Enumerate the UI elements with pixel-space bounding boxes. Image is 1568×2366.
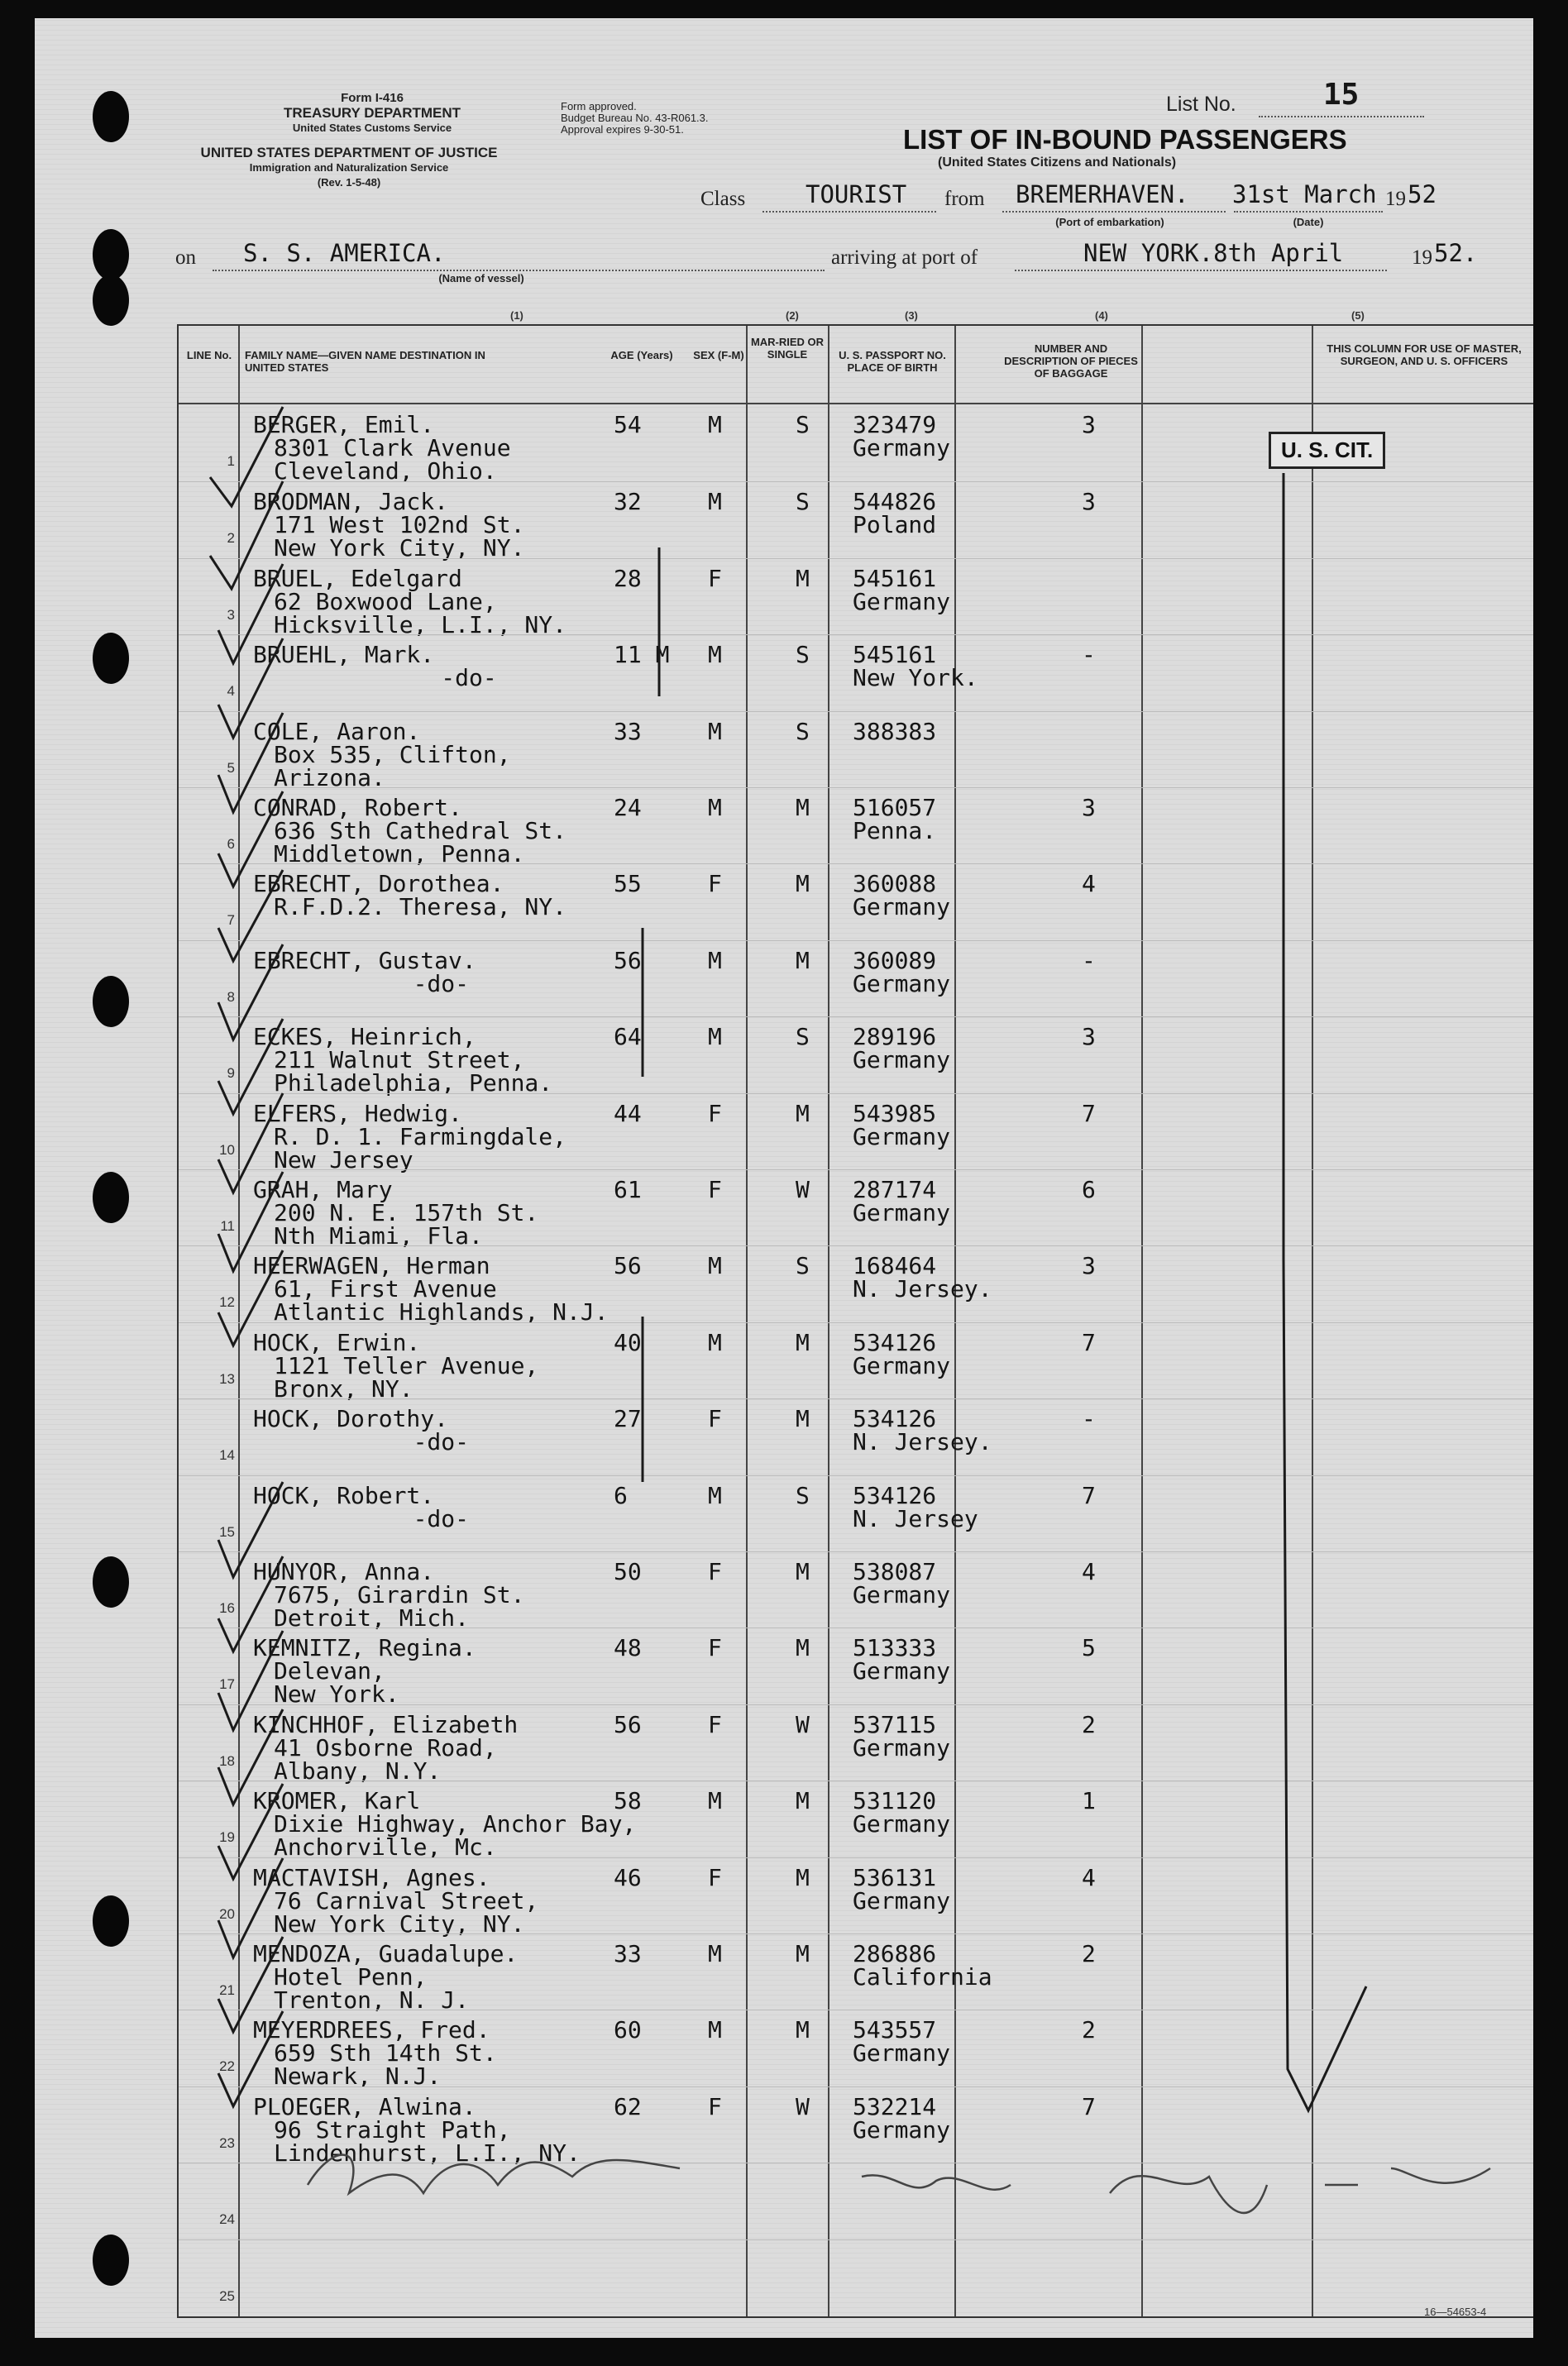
passenger-name: BRODMAN, Jack. bbox=[253, 488, 449, 516]
address-line-1: 1121 Teller Avenue, bbox=[274, 1351, 539, 1379]
place-of-birth: Germany bbox=[853, 2039, 951, 2067]
embarkation-port: BREMERHAVEN. bbox=[1016, 180, 1189, 208]
passenger-name: MACTAVISH, Agnes. bbox=[253, 1863, 490, 1891]
baggage-count: 4 bbox=[1082, 1863, 1096, 1891]
address-line-1: 8301 Clark Avenue bbox=[274, 434, 511, 461]
form-number: Form I-416 bbox=[341, 91, 404, 105]
passenger-sex: M bbox=[708, 1940, 722, 1967]
passport-number: 516057 bbox=[853, 794, 937, 821]
passenger-age: 56 bbox=[614, 946, 642, 974]
passenger-age: 50 bbox=[614, 1558, 642, 1585]
place-of-birth: Penna. bbox=[853, 817, 937, 844]
col-number-1: (1) bbox=[510, 309, 523, 322]
line-number: 19 bbox=[219, 1829, 235, 1846]
passport-number: 531120 bbox=[853, 1787, 937, 1815]
line-number: 3 bbox=[227, 606, 235, 623]
place-of-birth: Germany bbox=[853, 1657, 951, 1685]
baggage-count: 3 bbox=[1082, 1252, 1096, 1280]
place-of-birth: Germany bbox=[853, 1581, 951, 1608]
passenger-age: 40 bbox=[614, 1328, 642, 1356]
form-footer-number: 16—54653-4 bbox=[1424, 2306, 1487, 2318]
class-label: Class bbox=[700, 188, 746, 210]
col-number-5: (5) bbox=[1351, 309, 1365, 322]
passenger-sex: M bbox=[708, 1481, 722, 1509]
passenger-name: PLOEGER, Alwina. bbox=[253, 2092, 476, 2120]
passport-number: 538087 bbox=[853, 1558, 937, 1585]
line-number: 6 bbox=[227, 836, 235, 852]
baggage-count: 5 bbox=[1082, 1634, 1096, 1662]
marital-status: M bbox=[796, 1099, 810, 1127]
passenger-age: 60 bbox=[614, 2016, 642, 2044]
marital-status: M bbox=[796, 1405, 810, 1433]
place-of-birth: Germany bbox=[853, 893, 951, 921]
passenger-name: BERGER, Emil. bbox=[253, 411, 435, 438]
passenger-name: KEMNITZ, Regina. bbox=[253, 1634, 476, 1662]
arriving-label: arriving at port of bbox=[831, 246, 978, 269]
baggage-count: 2 bbox=[1082, 1710, 1096, 1738]
baggage-count: 6 bbox=[1082, 1176, 1096, 1203]
address-line-2: Detroit, Mich. bbox=[274, 1604, 470, 1632]
passenger-sex: M bbox=[708, 946, 722, 974]
address-line-2: Bronx, NY. bbox=[274, 1374, 414, 1403]
justice-department: UNITED STATES DEPARTMENT OF JUSTICE bbox=[200, 145, 498, 160]
line-number: 4 bbox=[227, 683, 235, 700]
address-line-1: 7675, Girardin St. bbox=[274, 1581, 525, 1608]
year-2: 52. bbox=[1434, 239, 1478, 267]
header-line-no: LINE No. bbox=[186, 349, 232, 361]
address-line-2: Philadelphia, Penna. bbox=[274, 1069, 553, 1097]
passenger-sex: M bbox=[708, 794, 722, 821]
marital-status: M bbox=[796, 2016, 810, 2044]
passport-number: 545161 bbox=[853, 564, 937, 592]
passenger-name: KROMER, Karl bbox=[253, 1787, 421, 1815]
marital-status: M bbox=[796, 794, 810, 821]
year-prefix-2: 19 bbox=[1412, 246, 1432, 269]
passport-number: 360089 bbox=[853, 946, 937, 974]
marital-status: M bbox=[796, 564, 810, 592]
departure-date: 31st March bbox=[1232, 180, 1377, 208]
passport-number: 534126 bbox=[853, 1328, 937, 1356]
passport-number: 534126 bbox=[853, 1481, 937, 1509]
passenger-name: ECKES, Heinrich, bbox=[253, 1023, 476, 1051]
line-number: 5 bbox=[227, 759, 235, 776]
baggage-count: 4 bbox=[1082, 870, 1096, 898]
passenger-sex: F bbox=[708, 1558, 722, 1585]
address-line-1: -do- bbox=[274, 1428, 470, 1456]
place-of-birth: N. Jersey. bbox=[853, 1428, 992, 1456]
passenger-age: 33 bbox=[614, 1940, 642, 1967]
passport-number: 545161 bbox=[853, 641, 937, 669]
passenger-age: 64 bbox=[614, 1023, 642, 1051]
place-of-birth: Germany bbox=[853, 1886, 951, 1914]
place-of-birth: Germany bbox=[853, 1122, 951, 1150]
passenger-name: GRAH, Mary bbox=[253, 1176, 393, 1203]
page-subtitle: (United States Citizens and Nationals) bbox=[938, 155, 1177, 170]
passenger-name: BRUEL, Edelgard bbox=[253, 564, 462, 592]
passport-number: 513333 bbox=[853, 1634, 937, 1662]
baggage-count: 1 bbox=[1082, 1787, 1096, 1815]
passenger-age: 56 bbox=[614, 1710, 642, 1738]
vessel-caption: (Name of vessel) bbox=[438, 272, 524, 284]
address-line-2: New York City, NY. bbox=[274, 1910, 525, 1938]
revision: (Rev. 1-5-48) bbox=[317, 176, 381, 189]
passenger-name: MEYERDREES, Fred. bbox=[253, 2016, 490, 2044]
line-number: 23 bbox=[219, 2134, 235, 2151]
address-line-1: R.F.D.2. Theresa, NY. bbox=[274, 893, 567, 921]
passport-number: 532214 bbox=[853, 2092, 937, 2120]
approval-line-1: Form approved. bbox=[561, 100, 637, 112]
passenger-sex: M bbox=[708, 1023, 722, 1051]
baggage-count: - bbox=[1082, 1405, 1096, 1433]
on-label: on bbox=[175, 246, 196, 269]
document-page bbox=[35, 18, 1533, 2338]
address-line-2: Arizona. bbox=[274, 763, 385, 791]
passenger-age: 24 bbox=[614, 794, 642, 821]
address-line-1: 41 Osborne Road, bbox=[274, 1733, 497, 1761]
marital-status: W bbox=[796, 2092, 810, 2120]
marital-status: S bbox=[796, 717, 810, 745]
header-baggage: NUMBER AND DESCRIPTION OF PIECES OF BAGGAGE bbox=[1004, 342, 1138, 380]
line-number: 16 bbox=[219, 1600, 235, 1616]
line-number: 18 bbox=[219, 1752, 235, 1769]
place-of-birth: Germany bbox=[853, 2115, 951, 2144]
passport-number: 388383 bbox=[853, 717, 937, 745]
address-line-2: Cleveland, Ohio. bbox=[274, 457, 497, 485]
passenger-age: 48 bbox=[614, 1634, 642, 1662]
passenger-sex: F bbox=[708, 1634, 722, 1662]
address-line-1: Hotel Penn, bbox=[274, 1963, 428, 1991]
marital-status: S bbox=[796, 1481, 810, 1509]
address-line-1: -do- bbox=[274, 1504, 470, 1532]
baggage-count: - bbox=[1082, 946, 1096, 974]
marital-status: M bbox=[796, 1634, 810, 1662]
marital-status: S bbox=[796, 488, 810, 516]
passenger-name: EBRECHT, Dorothea. bbox=[253, 870, 504, 898]
passenger-sex: M bbox=[708, 1252, 722, 1280]
page-title: LIST OF IN-BOUND PASSENGERS bbox=[903, 124, 1347, 155]
address-line-1: 211 Walnut Street, bbox=[274, 1046, 525, 1074]
marital-status: S bbox=[796, 411, 810, 438]
list-no-label: List No. bbox=[1166, 93, 1236, 116]
address-line-1: -do- bbox=[274, 969, 470, 997]
passenger-sex: F bbox=[708, 1710, 722, 1738]
passenger-name: HOCK, Robert. bbox=[253, 1481, 435, 1509]
line-number: 13 bbox=[219, 1370, 235, 1387]
place-of-birth: Germany bbox=[853, 1199, 951, 1226]
address-line-2: Hicksville, L.I., NY. bbox=[274, 610, 567, 638]
line-number: 15 bbox=[219, 1523, 235, 1540]
col-number-3: (3) bbox=[905, 309, 918, 322]
place-of-birth: Germany bbox=[853, 587, 951, 615]
baggage-count: 7 bbox=[1082, 1481, 1096, 1509]
address-line-1: 171 West 102nd St. bbox=[274, 511, 525, 539]
baggage-count: 7 bbox=[1082, 1328, 1096, 1356]
date-caption: (Date) bbox=[1293, 216, 1324, 228]
address-line-2: Albany, N.Y. bbox=[274, 1757, 442, 1785]
marital-status: M bbox=[796, 1328, 810, 1356]
passenger-sex: M bbox=[708, 411, 722, 438]
year-1: 52 bbox=[1408, 180, 1437, 208]
line-number: 17 bbox=[219, 1676, 235, 1693]
passport-number: 544826 bbox=[853, 488, 937, 516]
address-line-1: 61, First Avenue bbox=[274, 1275, 497, 1303]
passenger-name: HOCK, Dorothy. bbox=[253, 1405, 449, 1433]
passenger-sex: F bbox=[708, 1863, 722, 1891]
header-officers: THIS COLUMN FOR USE OF MASTER, SURGEON, AND U. S. OFFICERS bbox=[1327, 342, 1522, 367]
col-number-4: (4) bbox=[1095, 309, 1108, 322]
place-of-birth: N. Jersey. bbox=[853, 1275, 992, 1303]
line-number: 1 bbox=[227, 453, 235, 469]
marital-status: W bbox=[796, 1176, 810, 1203]
passenger-age: 27 bbox=[614, 1405, 642, 1433]
class-value: TOURIST bbox=[806, 180, 907, 208]
approval-line-3: Approval expires 9-30-51. bbox=[561, 123, 684, 136]
embarkation-caption: (Port of embarkation) bbox=[1055, 216, 1164, 228]
passenger-age: 58 bbox=[614, 1787, 642, 1815]
address-line-2: Newark, N.J. bbox=[274, 2062, 442, 2091]
passenger-name: HUNYOR, Anna. bbox=[253, 1558, 435, 1585]
place-of-birth: Germany bbox=[853, 1810, 951, 1838]
line-number: 25 bbox=[219, 2287, 235, 2304]
marital-status: M bbox=[796, 1558, 810, 1585]
address-line-2: Nth Miami, Fla. bbox=[274, 1222, 483, 1250]
passenger-sex: F bbox=[708, 1176, 722, 1203]
marital-status: S bbox=[796, 1252, 810, 1280]
passenger-name: COLE, Aaron. bbox=[253, 717, 421, 745]
treasury-department: TREASURY DEPARTMENT bbox=[283, 105, 461, 121]
address-line-2: Middletown, Penna. bbox=[274, 840, 525, 868]
passenger-name: MENDOZA, Guadalupe. bbox=[253, 1940, 519, 1967]
line-number: 8 bbox=[227, 988, 235, 1005]
passenger-age: 54 bbox=[614, 411, 642, 438]
place-of-birth: Germany bbox=[853, 1733, 951, 1761]
line-number: 7 bbox=[227, 912, 235, 929]
passenger-name: CONRAD, Robert. bbox=[253, 794, 462, 821]
passport-number: 534126 bbox=[853, 1405, 937, 1433]
place-of-birth: New York. bbox=[853, 664, 978, 692]
baggage-count: 3 bbox=[1082, 488, 1096, 516]
approval-line-2: Budget Bureau No. 43-R061.3. bbox=[561, 112, 709, 124]
baggage-count: - bbox=[1082, 641, 1096, 669]
line-number: 11 bbox=[220, 1218, 235, 1234]
line-number: 10 bbox=[219, 1141, 235, 1158]
signature bbox=[308, 2155, 1490, 2213]
place-of-birth: N. Jersey bbox=[853, 1504, 978, 1532]
address-line-2: Trenton, N. J. bbox=[274, 1986, 470, 2014]
passenger-age: 55 bbox=[614, 870, 642, 898]
address-line-2: Anchorville, Mc. bbox=[274, 1833, 497, 1862]
passport-number: 168464 bbox=[853, 1252, 937, 1280]
line-number: 21 bbox=[219, 1982, 235, 1998]
line-number: 20 bbox=[219, 1905, 235, 1922]
place-of-birth: Germany bbox=[853, 969, 951, 997]
passport-number: 543557 bbox=[853, 2016, 937, 2044]
baggage-count: 2 bbox=[1082, 2016, 1096, 2044]
marital-status: M bbox=[796, 1940, 810, 1967]
passenger-age: 56 bbox=[614, 1252, 642, 1280]
list-no-value: 15 bbox=[1323, 78, 1360, 112]
passenger-name: BRUEHL, Mark. bbox=[253, 641, 435, 669]
line-number: 24 bbox=[219, 2211, 235, 2228]
address-line-1: 200 N. E. 157th St. bbox=[274, 1199, 539, 1226]
marital-status: M bbox=[796, 1863, 810, 1891]
marital-status: S bbox=[796, 1023, 810, 1051]
address-line-1: 96 Straight Path, bbox=[274, 2115, 511, 2144]
passenger-sex: F bbox=[708, 1099, 722, 1127]
address-line-2: Lindenhurst, L.I., NY. bbox=[274, 2139, 581, 2167]
passport-number: 323479 bbox=[853, 411, 937, 438]
passenger-sex: M bbox=[708, 1328, 722, 1356]
header-name: FAMILY NAME—GIVEN NAME DESTINATION IN UNITED STATES bbox=[245, 349, 485, 374]
place-of-birth: Germany bbox=[853, 1046, 951, 1074]
passenger-sex: M bbox=[708, 488, 722, 516]
header-sex: SEX (F-M) bbox=[693, 349, 744, 361]
marital-status: M bbox=[796, 1787, 810, 1815]
passenger-name: KINCHHOF, Elizabeth bbox=[253, 1710, 519, 1738]
line-number: 12 bbox=[219, 1294, 235, 1311]
place-of-birth: Germany bbox=[853, 1351, 951, 1379]
address-line-1: Dixie Highway, Anchor Bay, bbox=[274, 1810, 637, 1838]
baggage-count: 3 bbox=[1082, 1023, 1096, 1051]
passenger-sex: F bbox=[708, 564, 722, 592]
passenger-sex: F bbox=[708, 2092, 722, 2120]
line-number: 2 bbox=[227, 530, 235, 547]
address-line-1: 62 Boxwood Lane, bbox=[274, 587, 497, 615]
address-line-1: 636 Sth Cathedral St. bbox=[274, 817, 567, 844]
check-marks bbox=[210, 407, 1366, 2110]
baggage-count: 2 bbox=[1082, 1940, 1096, 1967]
passenger-sex: M bbox=[708, 2016, 722, 2044]
passenger-name: HOCK, Erwin. bbox=[253, 1328, 421, 1356]
passenger-age: 46 bbox=[614, 1863, 642, 1891]
passenger-sex: F bbox=[708, 870, 722, 898]
immigration-service: Immigration and Naturalization Service bbox=[249, 161, 449, 174]
passenger-age: 28 bbox=[614, 564, 642, 592]
passenger-age: 44 bbox=[614, 1099, 642, 1127]
place-of-birth: California bbox=[853, 1963, 992, 1991]
passenger-name: ELFERS, Hedwig. bbox=[253, 1099, 462, 1127]
passenger-age: 6 bbox=[614, 1481, 628, 1509]
line-number: 9 bbox=[227, 1065, 235, 1082]
passport-number: 287174 bbox=[853, 1176, 937, 1203]
passenger-age: 61 bbox=[614, 1176, 642, 1203]
header-age: AGE (Years) bbox=[610, 349, 673, 361]
passenger-age: 32 bbox=[614, 488, 642, 516]
passenger-name: EBRECHT, Gustav. bbox=[253, 946, 476, 974]
us-citizen-stamp: U. S. CIT. bbox=[1269, 432, 1385, 469]
address-line-1: -do- bbox=[274, 664, 497, 692]
marital-status: M bbox=[796, 870, 810, 898]
address-line-1: Box 535, Clifton, bbox=[274, 740, 511, 768]
passport-number: 537115 bbox=[853, 1710, 937, 1738]
address-line-2: New York. bbox=[274, 1680, 399, 1709]
line-number: 22 bbox=[219, 2058, 235, 2075]
passenger-sex: F bbox=[708, 1405, 722, 1433]
passenger-name: HEERWAGEN, Herman bbox=[253, 1252, 490, 1280]
baggage-count: 7 bbox=[1082, 2092, 1096, 2120]
line-number: 14 bbox=[219, 1447, 235, 1464]
address-line-2: New York City, NY. bbox=[274, 534, 525, 562]
vessel-name: S. S. AMERICA. bbox=[243, 239, 446, 267]
header-passport: U. S. PASSPORT NO. PLACE OF BIRTH bbox=[839, 349, 946, 374]
passport-number: 536131 bbox=[853, 1863, 937, 1891]
passport-number: 286886 bbox=[853, 1940, 937, 1967]
from-label: from bbox=[944, 188, 985, 210]
address-line-1: 659 Sth 14th St. bbox=[274, 2039, 497, 2067]
address-line-1: 76 Carnival Street, bbox=[274, 1886, 539, 1914]
passenger-age: 11 M bbox=[614, 641, 670, 669]
handwriting-overlay bbox=[35, 18, 1533, 2338]
passport-number: 543985 bbox=[853, 1099, 937, 1127]
marital-status: M bbox=[796, 946, 810, 974]
address-line-2: Atlantic Highlands, N.J. bbox=[274, 1298, 609, 1326]
address-line-1: R. D. 1. Farmingdale, bbox=[274, 1122, 567, 1150]
arrival-port-date: NEW YORK.8th April bbox=[1083, 239, 1344, 267]
address-line-2: New Jersey bbox=[274, 1145, 414, 1173]
passenger-sex: M bbox=[708, 641, 722, 669]
passenger-age: 33 bbox=[614, 717, 642, 745]
address-line-1: Delevan, bbox=[274, 1657, 385, 1685]
passenger-age: 62 bbox=[614, 2092, 642, 2120]
baggage-count: 7 bbox=[1082, 1099, 1096, 1127]
year-prefix-1: 19 bbox=[1385, 188, 1406, 210]
header-married: MAR-RIED OR SINGLE bbox=[750, 336, 825, 361]
passport-number: 289196 bbox=[853, 1023, 937, 1051]
baggage-count: 3 bbox=[1082, 794, 1096, 821]
baggage-count: 4 bbox=[1082, 1558, 1096, 1585]
marital-status: W bbox=[796, 1710, 810, 1738]
place-of-birth: Poland bbox=[853, 511, 937, 539]
col-number-2: (2) bbox=[786, 309, 799, 322]
customs-service: United States Customs Service bbox=[292, 122, 452, 134]
passenger-sex: M bbox=[708, 1787, 722, 1815]
place-of-birth: Germany bbox=[853, 434, 951, 461]
passenger-sex: M bbox=[708, 717, 722, 745]
marital-status: S bbox=[796, 641, 810, 669]
baggage-count: 3 bbox=[1082, 411, 1096, 438]
passport-number: 360088 bbox=[853, 870, 937, 898]
